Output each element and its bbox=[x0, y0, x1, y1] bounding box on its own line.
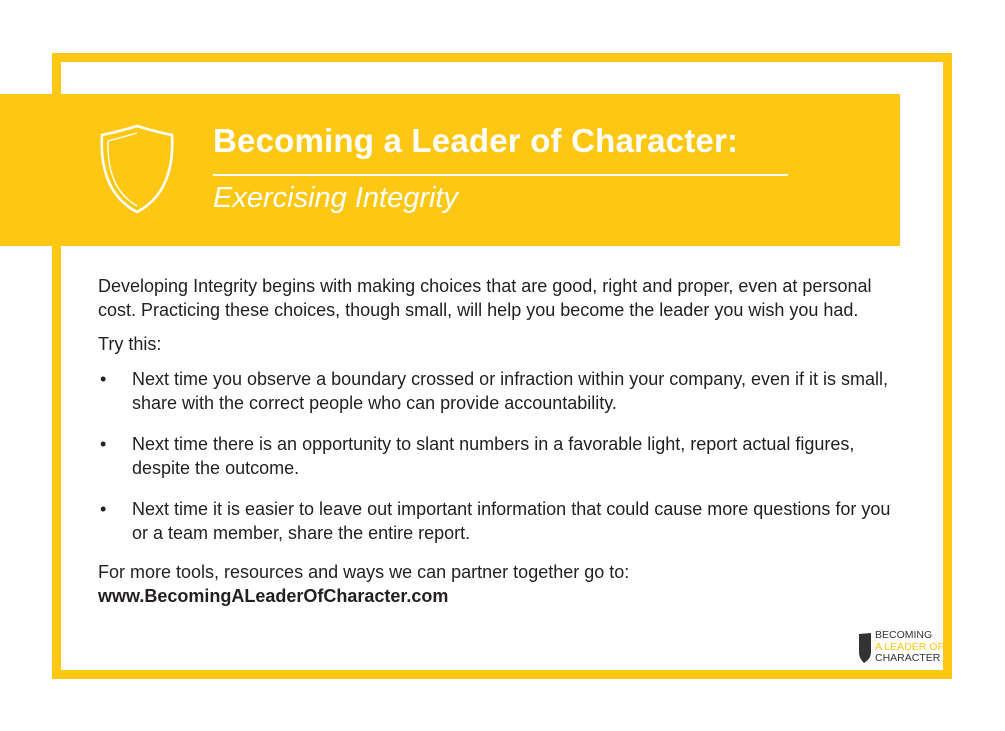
list-item-text: Next time it is easier to leave out important information that could cause more questions for you or a team member, share the entire report. bbox=[132, 499, 891, 543]
try-this-colon: : bbox=[156, 334, 162, 354]
tips-list bbox=[98, 367, 908, 545]
page-title: Becoming a Leader of Character: bbox=[213, 122, 739, 159]
try-this-heading bbox=[98, 332, 908, 356]
logo-line-3: CHARACTER bbox=[875, 652, 941, 664]
logo-text bbox=[875, 630, 944, 665]
shield-icon bbox=[858, 632, 872, 664]
bullet-icon: • bbox=[100, 499, 107, 519]
more-info-text: For more tools, resources and ways we can partner together go to: bbox=[98, 562, 630, 582]
list-item bbox=[98, 432, 908, 480]
title-divider bbox=[213, 174, 788, 176]
page-subtitle: Exercising Integrity bbox=[213, 182, 458, 214]
body-content bbox=[98, 274, 908, 608]
list-item-text: Next time you observe a boundary crossed or infraction within your company, even if it is small, share with the correct people who can provide accountability. bbox=[132, 369, 888, 413]
website-link[interactable]: www.BecomingALeaderOfCharacter.com bbox=[98, 586, 449, 606]
list-item bbox=[98, 497, 908, 545]
logo-line-2: A LEADER OF bbox=[875, 640, 944, 653]
shield-outline-icon bbox=[98, 122, 176, 216]
list-item bbox=[98, 367, 908, 415]
brand-logo bbox=[858, 630, 948, 668]
bullet-icon: • bbox=[100, 434, 107, 454]
bullet-icon: • bbox=[100, 369, 107, 389]
intro-paragraph: Developing Integrity begins with making choices that are good, right and proper, even at personal cost. Practicing these choices, though small, will help you become the leader you wish you had. bbox=[98, 276, 872, 320]
logo-line-1: BECOMING bbox=[875, 629, 933, 641]
try-this-label: Try this bbox=[98, 334, 157, 354]
list-item-text: Next time there is an opportunity to slant numbers in a favorable light, report actual figures, despite the outcome. bbox=[132, 434, 855, 478]
